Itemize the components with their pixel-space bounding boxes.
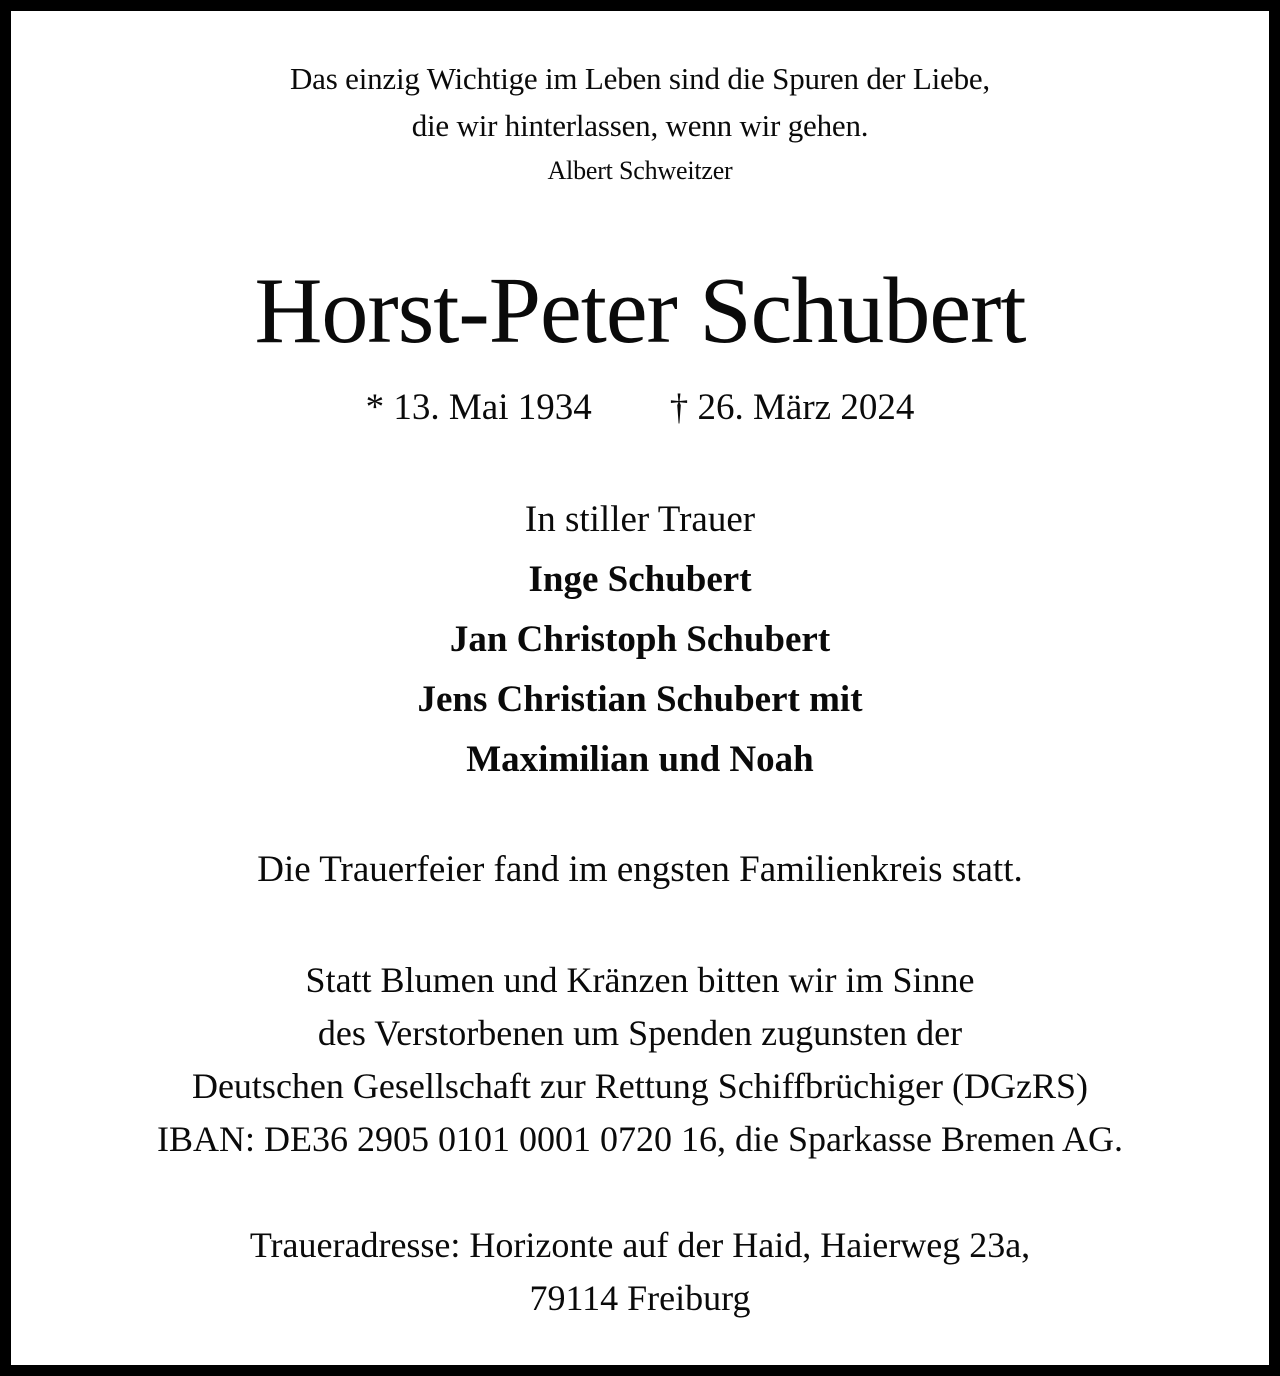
mourner-name: Maximilian und Noah — [466, 739, 814, 780]
death-date: † 26. März 2024 — [669, 387, 915, 428]
mourning-intro: In stiller Trauer — [524, 499, 756, 540]
ceremony-notice: Die Trauerfeier fand im engsten Familienkreis statt. — [257, 849, 1023, 890]
mourner-name: Jens Christian Schubert mit — [417, 679, 863, 720]
quote-line-2: die wir hinterlassen, wenn wir gehen. — [411, 108, 869, 143]
address-line-1: Traueradresse: Horizonte auf der Haid, Haierweg 23a, — [249, 1225, 1031, 1265]
donation-line-3: Deutschen Gesellschaft zur Rettung Schiffbrüchiger (DGzRS) — [191, 1066, 1089, 1106]
memorial-quote — [11, 11, 1269, 192]
deceased-name: Horst-Peter Schubert — [254, 259, 1026, 363]
quote-line-1: Das einzig Wichtige im Leben sind die Spuren der Liebe, — [290, 61, 990, 96]
donation-iban-line: IBAN: DE36 2905 0101 0001 0720 16, die Sparkasse Bremen AG. — [157, 1119, 1123, 1159]
quote-attribution: Albert Schweitzer — [547, 156, 733, 185]
donation-section — [11, 954, 1269, 1166]
donation-line-2: des Verstorbenen um Spenden zugunsten der — [317, 1013, 963, 1053]
mourning-section — [11, 490, 1269, 790]
donation-line-1: Statt Blumen und Kränzen bitten wir im Sinne — [305, 960, 975, 1000]
address-line-2: 79114 Freiburg — [529, 1278, 751, 1318]
mourner-name: Jan Christoph Schubert — [449, 619, 831, 660]
mourning-address-section — [11, 1219, 1269, 1325]
mourner-name: Inge Schubert — [528, 559, 752, 600]
life-dates — [11, 386, 1269, 430]
birth-date: * 13. Mai 1934 — [365, 387, 592, 428]
